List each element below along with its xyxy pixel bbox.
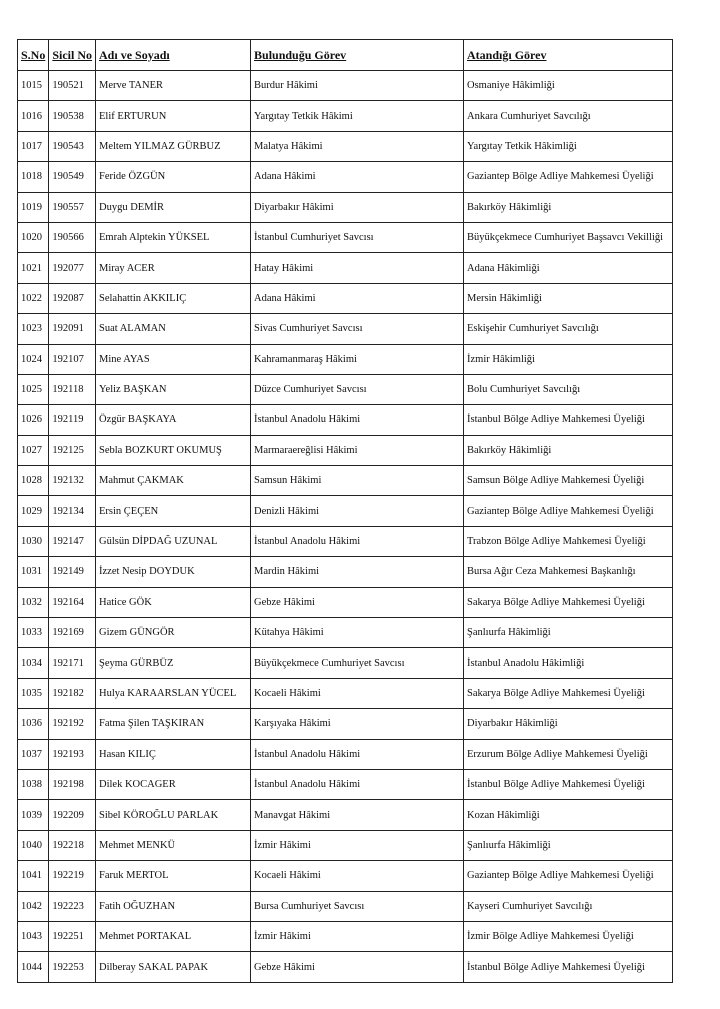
cell-assigned-post: Trabzon Bölge Adliye Mahkemesi Üyeliği <box>464 526 673 556</box>
cell-current-post: Büyükçekmece Cumhuriyet Savcısı <box>251 648 464 678</box>
cell-name: İzzet Nesip DOYDUK <box>96 557 251 587</box>
cell-sno: 1039 <box>18 800 49 830</box>
cell-assigned-post: Eskişehir Cumhuriyet Savcılığı <box>464 314 673 344</box>
cell-current-post: Gebze Hâkimi <box>251 952 464 982</box>
cell-sicil-no: 192251 <box>49 921 96 951</box>
cell-name: Gizem GÜNGÖR <box>96 618 251 648</box>
cell-name: Yeliz BAŞKAN <box>96 374 251 404</box>
cell-current-post: Samsun Hâkimi <box>251 466 464 496</box>
cell-sno: 1033 <box>18 618 49 648</box>
cell-assigned-post: Şanlıurfa Hâkimliği <box>464 830 673 860</box>
cell-current-post: İzmir Hâkimi <box>251 921 464 951</box>
cell-current-post: Marmaraereğlisi Hâkimi <box>251 435 464 465</box>
cell-sno: 1029 <box>18 496 49 526</box>
cell-sno: 1016 <box>18 101 49 131</box>
table-row <box>18 222 673 252</box>
cell-name: Emrah Alptekin YÜKSEL <box>96 222 251 252</box>
cell-assigned-post: Sakarya Bölge Adliye Mahkemesi Üyeliği <box>464 678 673 708</box>
table-row <box>18 800 673 830</box>
cell-current-post: Bursa Cumhuriyet Savcısı <box>251 891 464 921</box>
cell-name: Dilek KOCAGER <box>96 769 251 799</box>
cell-current-post: Gebze Hâkimi <box>251 587 464 617</box>
table-row <box>18 374 673 404</box>
cell-assigned-post: İstanbul Bölge Adliye Mahkemesi Üyeliği <box>464 952 673 982</box>
cell-sicil-no: 192125 <box>49 435 96 465</box>
table-row <box>18 952 673 982</box>
cell-sicil-no: 192198 <box>49 769 96 799</box>
cell-sno: 1027 <box>18 435 49 465</box>
cell-sicil-no: 192253 <box>49 952 96 982</box>
cell-name: Mehmet PORTAKAL <box>96 921 251 951</box>
cell-sicil-no: 192171 <box>49 648 96 678</box>
document-page <box>17 39 673 983</box>
cell-sicil-no: 192223 <box>49 891 96 921</box>
cell-name: Şeyma GÜRBÜZ <box>96 648 251 678</box>
cell-current-post: İstanbul Anadolu Hâkimi <box>251 739 464 769</box>
table-row <box>18 891 673 921</box>
cell-assigned-post: Şanlıurfa Hâkimliği <box>464 618 673 648</box>
cell-sno: 1028 <box>18 466 49 496</box>
table-row <box>18 162 673 192</box>
cell-assigned-post: Sakarya Bölge Adliye Mahkemesi Üyeliği <box>464 587 673 617</box>
cell-sno: 1041 <box>18 861 49 891</box>
cell-name: Feride ÖZGÜN <box>96 162 251 192</box>
cell-name: Hatice GÖK <box>96 587 251 617</box>
cell-name: Ersin ÇEÇEN <box>96 496 251 526</box>
cell-sno: 1038 <box>18 769 49 799</box>
cell-name: Gülsün DİPDAĞ UZUNAL <box>96 526 251 556</box>
cell-sicil-no: 192218 <box>49 830 96 860</box>
cell-sicil-no: 192219 <box>49 861 96 891</box>
cell-current-post: Mardin Hâkimi <box>251 557 464 587</box>
cell-name: Faruk MERTOL <box>96 861 251 891</box>
header-current-post: Bulunduğu Görev <box>251 40 464 71</box>
cell-sno: 1030 <box>18 526 49 556</box>
cell-assigned-post: Samsun Bölge Adliye Mahkemesi Üyeliği <box>464 466 673 496</box>
table-row <box>18 648 673 678</box>
cell-current-post: Kütahya Hâkimi <box>251 618 464 648</box>
cell-sicil-no: 192118 <box>49 374 96 404</box>
table-row <box>18 466 673 496</box>
cell-assigned-post: Osmaniye Hâkimliği <box>464 71 673 101</box>
cell-current-post: Kocaeli Hâkimi <box>251 678 464 708</box>
cell-sno: 1044 <box>18 952 49 982</box>
table-row <box>18 283 673 313</box>
cell-sicil-no: 190557 <box>49 192 96 222</box>
cell-assigned-post: Gaziantep Bölge Adliye Mahkemesi Üyeliği <box>464 162 673 192</box>
cell-name: Duygu DEMİR <box>96 192 251 222</box>
cell-sno: 1015 <box>18 71 49 101</box>
table-row <box>18 739 673 769</box>
cell-sno: 1025 <box>18 374 49 404</box>
cell-assigned-post: Gaziantep Bölge Adliye Mahkemesi Üyeliği <box>464 861 673 891</box>
cell-sicil-no: 192164 <box>49 587 96 617</box>
cell-assigned-post: Büyükçekmece Cumhuriyet Başsavcı Vekilliği <box>464 222 673 252</box>
cell-current-post: Diyarbakır Hâkimi <box>251 192 464 222</box>
cell-name: Elif ERTURUN <box>96 101 251 131</box>
cell-assigned-post: Adana Hâkimliği <box>464 253 673 283</box>
cell-name: Suat ALAMAN <box>96 314 251 344</box>
cell-sicil-no: 190549 <box>49 162 96 192</box>
cell-assigned-post: Bakırköy Hâkimliği <box>464 192 673 222</box>
cell-current-post: Karşıyaka Hâkimi <box>251 709 464 739</box>
cell-current-post: Malatya Hâkimi <box>251 131 464 161</box>
cell-assigned-post: Kozan Hâkimliği <box>464 800 673 830</box>
table-row <box>18 921 673 951</box>
cell-assigned-post: Bakırköy Hâkimliği <box>464 435 673 465</box>
table-row <box>18 618 673 648</box>
header-name: Adı ve Soyadı <box>96 40 251 71</box>
cell-sicil-no: 192182 <box>49 678 96 708</box>
cell-sno: 1026 <box>18 405 49 435</box>
header-assigned-post: Atandığı Görev <box>464 40 673 71</box>
cell-sno: 1023 <box>18 314 49 344</box>
cell-sicil-no: 192149 <box>49 557 96 587</box>
cell-current-post: Adana Hâkimi <box>251 162 464 192</box>
cell-sicil-no: 192091 <box>49 314 96 344</box>
table-row <box>18 131 673 161</box>
table-row <box>18 435 673 465</box>
cell-current-post: Düzce Cumhuriyet Savcısı <box>251 374 464 404</box>
cell-assigned-post: İzmir Hâkimliği <box>464 344 673 374</box>
table-row <box>18 769 673 799</box>
cell-sno: 1020 <box>18 222 49 252</box>
cell-assigned-post: İzmir Bölge Adliye Mahkemesi Üyeliği <box>464 921 673 951</box>
table-row <box>18 709 673 739</box>
cell-name: Fatma Şilen TAŞKIRAN <box>96 709 251 739</box>
table-row <box>18 405 673 435</box>
cell-sicil-no: 190543 <box>49 131 96 161</box>
cell-current-post: İstanbul Anadolu Hâkimi <box>251 405 464 435</box>
cell-name: Selahattin AKKILIÇ <box>96 283 251 313</box>
cell-assigned-post: Ankara Cumhuriyet Savcılığı <box>464 101 673 131</box>
cell-current-post: Manavgat Hâkimi <box>251 800 464 830</box>
cell-sicil-no: 192192 <box>49 709 96 739</box>
cell-assigned-post: Mersin Hâkimliği <box>464 283 673 313</box>
cell-name: Meltem YILMAZ GÜRBUZ <box>96 131 251 161</box>
cell-current-post: Yargıtay Tetkik Hâkimi <box>251 101 464 131</box>
cell-name: Sebla BOZKURT OKUMUŞ <box>96 435 251 465</box>
cell-sicil-no: 192193 <box>49 739 96 769</box>
cell-current-post: Adana Hâkimi <box>251 283 464 313</box>
cell-name: Merve TANER <box>96 71 251 101</box>
table-row <box>18 830 673 860</box>
table-body <box>18 71 673 983</box>
cell-sno: 1022 <box>18 283 49 313</box>
cell-assigned-post: Diyarbakır Hâkimliği <box>464 709 673 739</box>
table-row <box>18 101 673 131</box>
cell-current-post: Burdur Hâkimi <box>251 71 464 101</box>
cell-name: Miray ACER <box>96 253 251 283</box>
cell-sno: 1037 <box>18 739 49 769</box>
cell-assigned-post: Yargıtay Tetkik Hâkimliği <box>464 131 673 161</box>
cell-current-post: İstanbul Cumhuriyet Savcısı <box>251 222 464 252</box>
cell-sicil-no: 192147 <box>49 526 96 556</box>
cell-sno: 1031 <box>18 557 49 587</box>
cell-current-post: İzmir Hâkimi <box>251 830 464 860</box>
cell-sno: 1032 <box>18 587 49 617</box>
cell-sno: 1040 <box>18 830 49 860</box>
cell-assigned-post: Gaziantep Bölge Adliye Mahkemesi Üyeliği <box>464 496 673 526</box>
cell-current-post: İstanbul Anadolu Hâkimi <box>251 526 464 556</box>
cell-sicil-no: 192209 <box>49 800 96 830</box>
cell-name: Mehmet MENKÜ <box>96 830 251 860</box>
table-row <box>18 71 673 101</box>
cell-sno: 1017 <box>18 131 49 161</box>
cell-sicil-no: 190538 <box>49 101 96 131</box>
header-sicil-no: Sicil No <box>49 40 96 71</box>
cell-assigned-post: İstanbul Anadolu Hâkimliği <box>464 648 673 678</box>
cell-name: Fatih OĞUZHAN <box>96 891 251 921</box>
table-row <box>18 678 673 708</box>
cell-current-post: İstanbul Anadolu Hâkimi <box>251 769 464 799</box>
cell-sno: 1034 <box>18 648 49 678</box>
cell-sno: 1042 <box>18 891 49 921</box>
table-row <box>18 192 673 222</box>
cell-sno: 1035 <box>18 678 49 708</box>
table-row <box>18 253 673 283</box>
table-row <box>18 496 673 526</box>
cell-sicil-no: 192087 <box>49 283 96 313</box>
cell-name: Dilberay SAKAL PAPAK <box>96 952 251 982</box>
cell-name: Hasan KILIÇ <box>96 739 251 769</box>
cell-sicil-no: 190521 <box>49 71 96 101</box>
cell-current-post: Kahramanmaraş Hâkimi <box>251 344 464 374</box>
cell-sicil-no: 192134 <box>49 496 96 526</box>
cell-sicil-no: 192107 <box>49 344 96 374</box>
table-row <box>18 861 673 891</box>
table-header-row <box>18 40 673 71</box>
table-row <box>18 557 673 587</box>
cell-current-post: Denizli Hâkimi <box>251 496 464 526</box>
cell-sicil-no: 192077 <box>49 253 96 283</box>
header-sno: S.No <box>18 40 49 71</box>
cell-assigned-post: İstanbul Bölge Adliye Mahkemesi Üyeliği <box>464 769 673 799</box>
cell-current-post: Kocaeli Hâkimi <box>251 861 464 891</box>
cell-sno: 1024 <box>18 344 49 374</box>
table-row <box>18 314 673 344</box>
cell-sno: 1021 <box>18 253 49 283</box>
cell-assigned-post: Kayseri Cumhuriyet Savcılığı <box>464 891 673 921</box>
cell-assigned-post: Erzurum Bölge Adliye Mahkemesi Üyeliği <box>464 739 673 769</box>
cell-sicil-no: 192119 <box>49 405 96 435</box>
cell-sno: 1043 <box>18 921 49 951</box>
cell-assigned-post: Bursa Ağır Ceza Mahkemesi Başkanlığı <box>464 557 673 587</box>
cell-assigned-post: İstanbul Bölge Adliye Mahkemesi Üyeliği <box>464 405 673 435</box>
cell-name: Mine AYAS <box>96 344 251 374</box>
cell-name: Mahmut ÇAKMAK <box>96 466 251 496</box>
cell-sno: 1036 <box>18 709 49 739</box>
cell-current-post: Sivas Cumhuriyet Savcısı <box>251 314 464 344</box>
table-row <box>18 587 673 617</box>
table-row <box>18 344 673 374</box>
cell-name: Özgür BAŞKAYA <box>96 405 251 435</box>
cell-sicil-no: 190566 <box>49 222 96 252</box>
cell-assigned-post: Bolu Cumhuriyet Savcılığı <box>464 374 673 404</box>
table-row <box>18 526 673 556</box>
cell-sicil-no: 192169 <box>49 618 96 648</box>
appointments-table <box>17 39 673 983</box>
cell-name: Sibel KÖROĞLU PARLAK <box>96 800 251 830</box>
cell-sno: 1019 <box>18 192 49 222</box>
cell-current-post: Hatay Hâkimi <box>251 253 464 283</box>
cell-name: Hulya KARAARSLAN YÜCEL <box>96 678 251 708</box>
cell-sicil-no: 192132 <box>49 466 96 496</box>
cell-sno: 1018 <box>18 162 49 192</box>
